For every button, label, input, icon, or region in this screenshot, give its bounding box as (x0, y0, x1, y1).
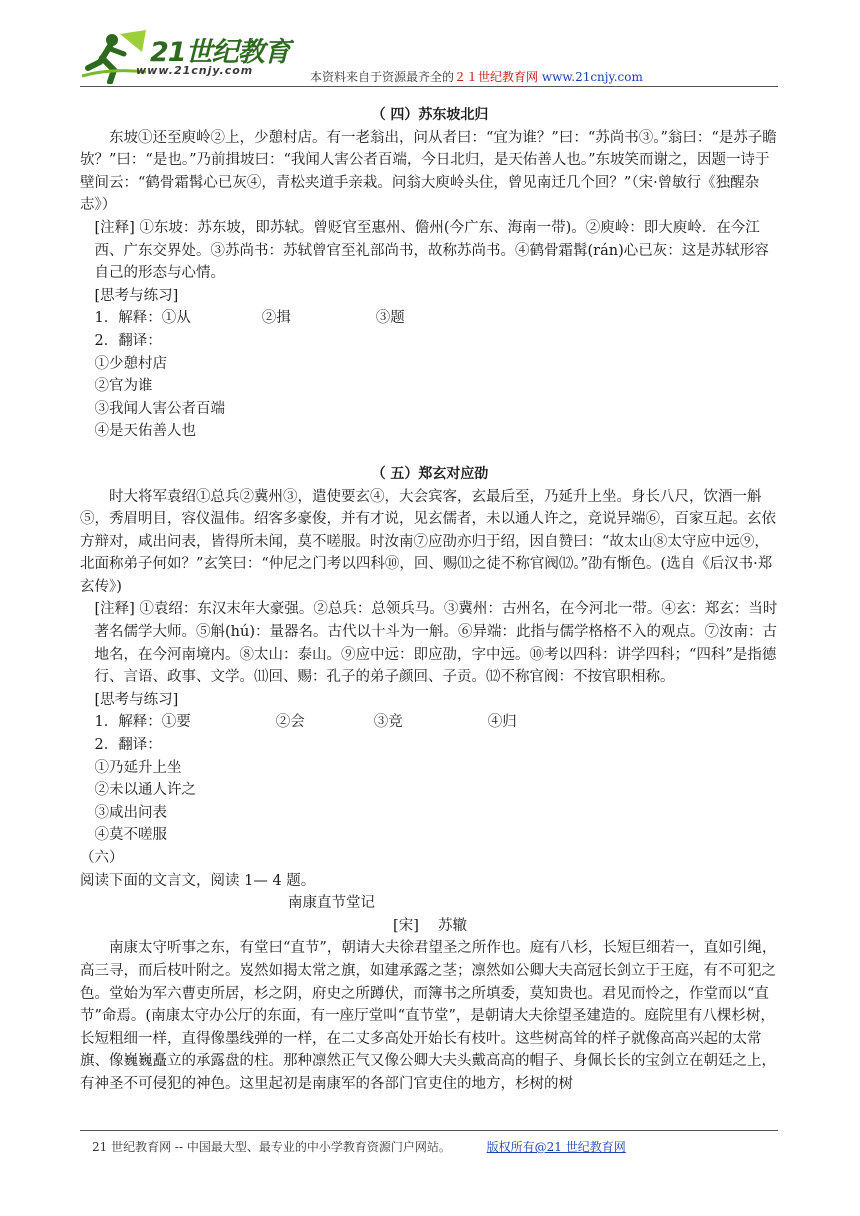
section5-q2-item: ①乃延升上坐 (94, 759, 182, 776)
section5-q2-item: ③咸出问表 (94, 804, 167, 821)
section5-q2-label: 2．翻译： (94, 737, 162, 754)
document-body (80, 104, 780, 1096)
section5-q1-item: ③竞 (373, 714, 403, 731)
section5-q1 (80, 711, 780, 734)
section5-passage: 时大将军袁绍①总兵②冀州③，遣使要玄④，大会宾客，玄最后至，乃延升上坐。身长八尺，饮酒一斛⑤，秀眉明目，容仪温伟。绍客多豪俊，并有才说，见玄儒者，未以通人许之，竞说异端⑥，百家互起。玄依方辩对，咸出问表，皆得所未闻，莫不嗟服。时汝南⑦应劭亦归于绍，因自赞曰：“故太山⑧太守应中远⑨，北面称弟子何如？”玄笑曰：“仲尼之门考以四科⑩，回、赐⑾之徒不称官阀⑿。”劭有惭色。(选自《后汉书·郑玄传》) (80, 488, 776, 595)
section-gap (80, 443, 780, 463)
section4-q2-label: 2．翻译： (94, 332, 162, 349)
section4-title: （ 四）苏东坡北归 (371, 107, 489, 123)
section4-notes: [注释] ①东坡：苏东坡，即苏轼。曾贬官至惠州、儋州(今广东、海南一带)。②庾岭：即大庾岭．在今江西、广东交界处。③苏尚书：苏轼曾官至礼部尚书，故称苏尚书。④鹤骨霜髯(rán)心已灰：这是苏轼形容自己的形态与心情。 (94, 219, 769, 282)
page-footer (92, 1138, 626, 1155)
section4-q2-item: ①少憩村店 (94, 355, 167, 372)
section4-passage: 东坡①还至庾岭②上，少憩村店。有一老翁出，问从者曰：“宜为谁？”曰：“苏尚书③。”翁曰：“是苏子瞻欤？”曰：“是也。”乃前揖坡曰：“我闻人害公者百端，今日北归，是天佑善人也。”东坡笑而谢之，因题一诗于壁间云：“鹤骨霜髯心已灰④，青松夹道手亲栽。问翁大庾岭头住，曾见南迁几个回？”（宋·曾敏行《独醒杂志》） (80, 129, 777, 214)
section6-passage: 南康太守听事之东，有堂曰“直节”，朝请大夫徐君望圣之所作也。庭有八杉，长短巨细若一，直如引绳，高三寻，而后枝叶附之。岌然如揭太常之旗，如建承露之茎；凛然如公卿大夫高冠长剑立于王庭，有不可犯之色。堂始为军六曹吏所居，杉之阴，府史之所蹲伏，而簿书之所填委，莫知贵也。君见而怜之，作堂而以“直节”命焉。(南康太守办公厅的东面，有一座厅堂叫“直节堂”，是朝请大夫徐望圣建造的。庭院里有八棵杉树，长短粗细一样，直得像墨线弹的一样，在二丈多高处开始长有枝叶。这些树高耸的样子就像高高兴起的太常旗、像巍巍矗立的承露盘的柱。那种凛然正气又像公卿大夫头戴高高的帽子、身佩长长的宝剑立在朝廷之上，有神圣不可侵犯的神色。这里起初是南康军的各部门官吏住的地方，杉树的树 (80, 940, 777, 1092)
section4-q2-item: ④是天佑善人也 (94, 423, 196, 440)
section4-q1-item: ③题 (375, 310, 405, 327)
header-note-text: 本资料来自于资源最齐全的 (310, 70, 455, 84)
section6-title: 南康直节堂记 (288, 895, 375, 912)
site-logo (80, 28, 290, 84)
section5-q1-item: ①要 (161, 714, 191, 731)
section5-notes: [注释] ①袁绍：东汉末年大豪强。②总兵：总领兵马。③冀州：古州名，在今河北一带。④玄：郑玄：当时著名儒学大师。⑤斛(hú)：量器名。古代以十斗为一斛。⑥异端：此指与儒学格格不入的观点。⑦汝南：古地名，在今河南境内。⑧太山：泰山。⑨应中远：即应劭，字中远。⑩考以四科：讲学四科；“四科”是指德行、言语、政事、文学。⑾回、赐：孔子的弟子颜回、子贡。⑿不称官阀：不按官职相称。 (94, 601, 778, 686)
section4-q1-item: ①从 (161, 310, 191, 327)
section4-q2-item: ②官为谁 (94, 378, 153, 395)
page-header (80, 28, 780, 86)
footer-divider (80, 1130, 778, 1131)
header-url-link[interactable]: www.21cnjy.com (541, 70, 643, 84)
section5-q1-item: ②会 (275, 714, 305, 731)
section5-q1-label: 1．解释： (94, 714, 162, 731)
section4-q1 (80, 307, 780, 330)
section6-instruction: 阅读下面的文言文，阅读 1— 4 题。 (80, 872, 316, 889)
header-site-link[interactable]: ２１世纪教育网 (454, 70, 539, 84)
section4-q2-item: ③我闻人害公者百端 (94, 400, 225, 417)
section5-q2-item: ②未以通人许之 (94, 782, 196, 799)
section4-q1-item: ②揖 (261, 310, 291, 327)
header-divider (80, 86, 778, 87)
section5-title: （ 五）郑玄对应劭 (371, 465, 489, 482)
section4-exercise-label: [思考与练习] (94, 287, 179, 304)
brand-url: www.21cnjy.com (136, 64, 254, 77)
section5-q2-item: ④莫不嗟服 (94, 827, 167, 844)
copyright-link[interactable]: 版权所有@21 世纪教育网 (486, 1140, 626, 1154)
header-note (310, 68, 643, 85)
section4-q1-label: 1．解释： (94, 310, 162, 327)
section6-label: （六） (80, 850, 124, 866)
section5-q1-item: ④归 (487, 714, 517, 731)
brand-name: 21世纪教育 (150, 37, 290, 68)
section5-exercise-label: [思考与练习] (94, 691, 179, 708)
footer-text: 21 世纪教育网 -- 中国最大型、最专业的中小学教育资源门户网站。 (92, 1140, 451, 1154)
section6-author: [宋] 苏辙 (393, 917, 467, 934)
